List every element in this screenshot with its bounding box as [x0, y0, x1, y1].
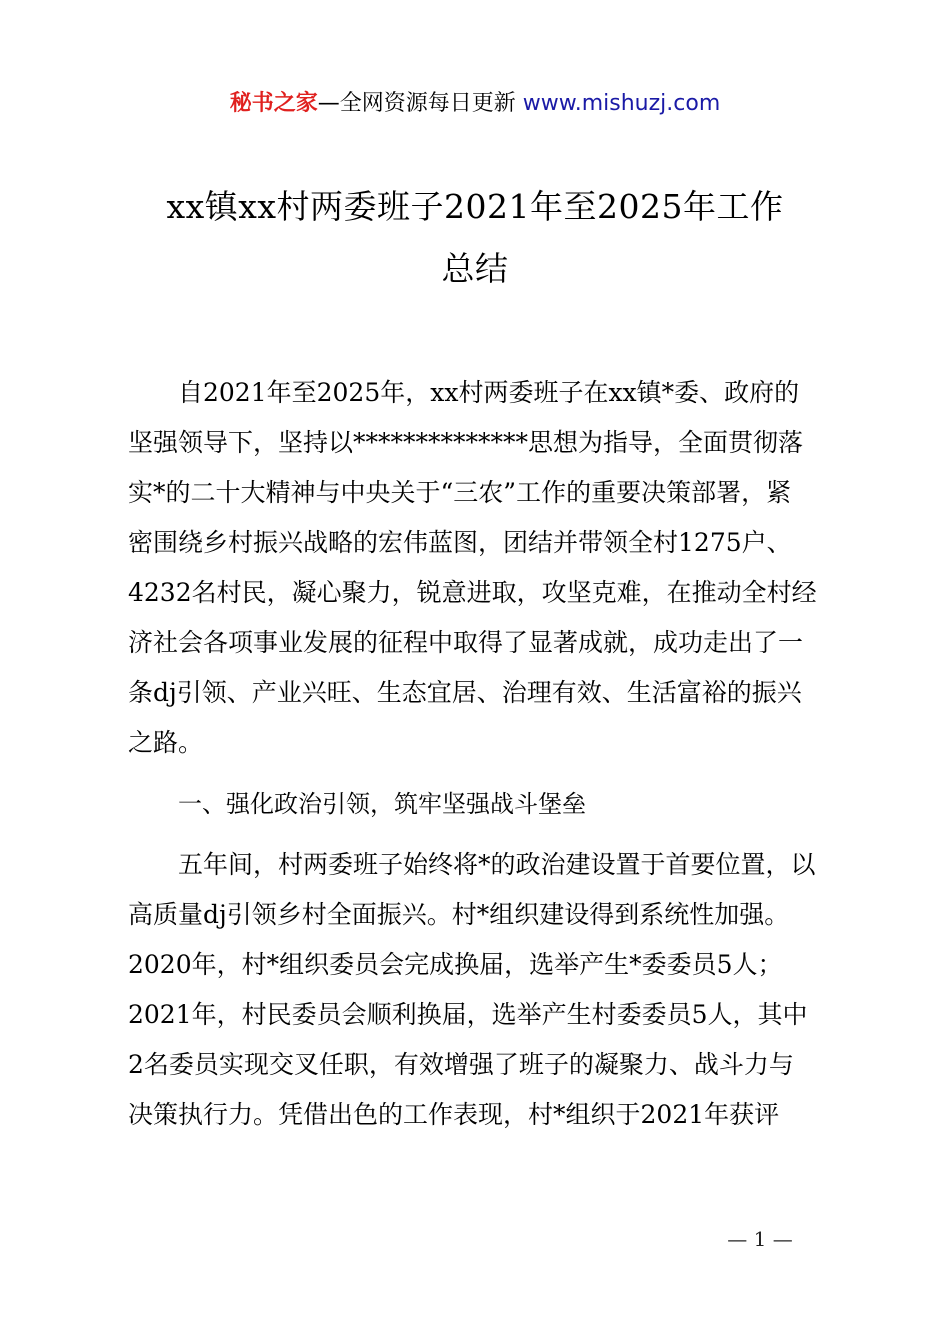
section1-line: 2021年，村民委员会顺利换届，选举产生村委委员5人，其中 [128, 1000, 808, 1029]
intro-line: 条dj引领、产业兴旺、生态宜居、治理有效、生活富裕的振兴 [128, 678, 802, 707]
section1-line: 五年间，村两委班子始终将*的政治建设置于首要位置，以 [178, 850, 816, 879]
document-body [128, 368, 848, 1140]
intro-line: 自2021年至2025年，xx村两委班子在xx镇*委、政府的 [178, 378, 800, 407]
intro-paragraph [128, 368, 848, 768]
section1-line: 决策执行力。凭借出色的工作表现，村*组织于2021年获评 [128, 1100, 780, 1129]
site-tagline: —全网资源每日更新 [317, 91, 523, 116]
section1-line: 2名委员实现交叉任职，有效增强了班子的凝聚力、战斗力与 [128, 1050, 794, 1079]
title-line-2: 总结 [441, 249, 509, 288]
intro-line: 坚强领导下，坚持以**************思想为指导，全面贯彻落 [128, 428, 804, 457]
intro-line: 之路。 [128, 728, 204, 757]
site-header [0, 88, 950, 120]
section1-line: 2020年，村*组织委员会完成换届，选举产生*委委员5人； [128, 950, 783, 979]
title-line-1: xx镇xx村两委班子2021年至2025年工作 [166, 187, 784, 226]
document-title [100, 176, 850, 300]
intro-line: 实*的二十大精神与中央关于“三农”工作的重要决策部署，紧 [128, 478, 792, 507]
section1-line: 高质量dj引领乡村全面振兴。村*组织建设得到系统性加强。 [128, 900, 790, 929]
site-brand: 秘书之家 [229, 91, 318, 116]
intro-line: 4232名村民，凝心聚力，锐意进取，攻坚克难，在推动全村经 [128, 578, 817, 607]
intro-line: 密围绕乡村振兴战略的宏伟蓝图，团结并带领全村1275户、 [128, 528, 792, 557]
section1-paragraph [128, 840, 848, 1140]
page-number: — 1 — [727, 1227, 793, 1251]
section-heading-1: 一、强化政治引领，筑牢坚强战斗堡垒 [178, 790, 586, 818]
intro-line: 济社会各项事业发展的征程中取得了显著成就，成功走出了一 [128, 628, 804, 657]
site-url[interactable]: www.mishuzj.com [522, 91, 721, 116]
